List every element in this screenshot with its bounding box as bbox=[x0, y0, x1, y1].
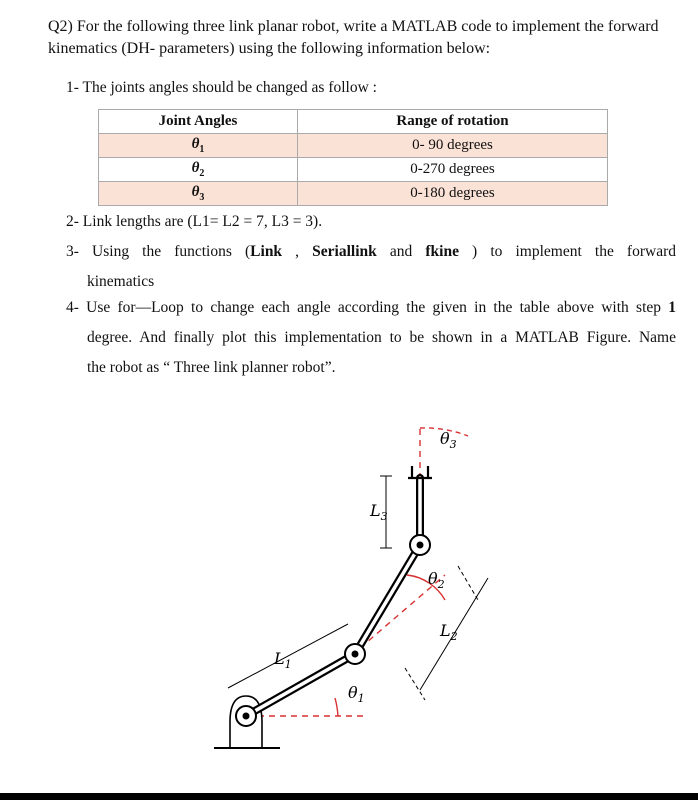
robot-joints bbox=[236, 535, 430, 726]
label-theta1: $\theta_1$ bbox=[348, 683, 365, 705]
joint-range: 0- 90 degrees bbox=[298, 134, 608, 158]
list-item-1: 1- The joints angles should be changed as follow : bbox=[66, 79, 377, 96]
function-link: Link bbox=[250, 243, 283, 260]
function-seriallink: Seriallink bbox=[312, 243, 377, 260]
l1-dimension bbox=[228, 624, 348, 688]
theta1-arc bbox=[335, 698, 338, 716]
label-theta3: $\theta_3$ bbox=[440, 429, 457, 451]
label-theta2: $\theta_2$ bbox=[428, 569, 445, 591]
dimension-lines bbox=[228, 476, 488, 700]
function-fkine: fkine bbox=[425, 243, 459, 260]
joint-range: 0-270 degrees bbox=[298, 158, 608, 182]
joint-symbol: $\theta_1$ bbox=[99, 134, 298, 158]
robot-links bbox=[246, 478, 420, 716]
question-title: Q2) For the following three link planar robot, write a MATLAB code to implement the forward kinematics (DH- parameters) using the following information below: bbox=[48, 18, 659, 57]
joint-symbol: $\theta_3$ bbox=[99, 182, 298, 206]
list-item-2: 2- Link lengths are (L1= L2 = 7, L3 = 3). bbox=[66, 213, 323, 230]
bottom-border bbox=[0, 793, 698, 800]
label-l2: $L_2$ bbox=[440, 621, 458, 643]
list-item-3: 3- Using the functions (Link , Seriallink and fkine ) to implement the forward kinematics bbox=[66, 243, 676, 290]
label-l3: $L_3$ bbox=[370, 501, 388, 523]
header-joint-angles: Joint Angles bbox=[99, 110, 298, 134]
joint-symbol: $\theta_2$ bbox=[99, 158, 298, 182]
reference-lines bbox=[258, 425, 445, 716]
joint-range: 0-180 degrees bbox=[298, 182, 608, 206]
header-range: Range of rotation bbox=[298, 110, 608, 134]
label-l1: $L_1$ bbox=[274, 649, 292, 671]
list-item-4: 4- Use for—Loop to change each angle according the given in the table above with step 1 degree. And finally plot this implementation to be shown in a MATLAB Figure. Name the robot as “ Three link planner robot”. bbox=[66, 299, 676, 376]
